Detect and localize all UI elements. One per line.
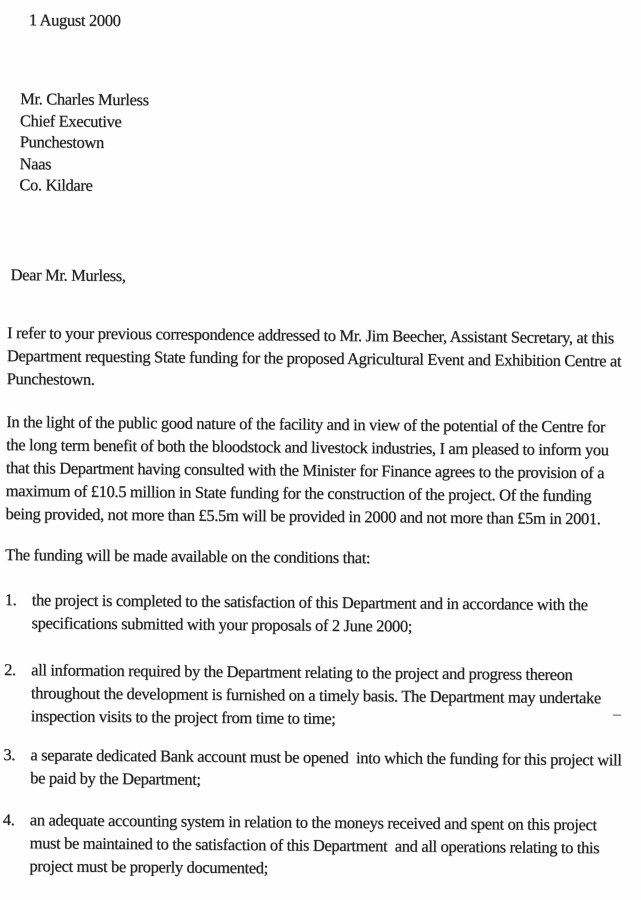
recipient-name: Mr. Charles Murless: [20, 89, 149, 110]
condition-number: 2.: [4, 659, 16, 679]
condition-item-1: [4, 588, 623, 639]
recipient-address-line-1: Punchestown: [19, 132, 105, 152]
conditions-intro: The funding will be made available on the conditions that:: [5, 544, 371, 567]
condition-number: 4.: [2, 809, 15, 829]
condition-text: a separate dedicated Bank account must be opened into which the funding for this project will be paid by the Department;: [30, 744, 626, 789]
recipient-title: Chief Executive: [19, 110, 122, 131]
paragraph-funding-approval: In the light of the public good nature of the facility and in view of the potential of the Centre for the long term benefit of both the bloodstock and livestock industries, I am pleased to inform you that this Department having consulted with the Minister for Finance agrees to the provision of a maximum of £10.5 million in State funding for the construction of the project. Of the funding being provided, not more than £5.5m will be provided in 2000 and not more than £5m in 2001.: [5, 411, 609, 528]
condition-item-2: [4, 658, 624, 732]
condition-number: 3.: [3, 744, 16, 764]
condition-item-4: [2, 808, 622, 882]
stray-scan-dash-mark: –: [613, 706, 621, 723]
condition-text: the project is completed to the satisfaction of this Department and in accordance with the specifications submitted with your proposals of 2 June 2000;: [31, 589, 592, 636]
recipient-address-line-2: Naas: [19, 153, 52, 173]
condition-item-3: [3, 743, 626, 794]
recipient-address-block: [19, 88, 628, 201]
salutation: Dear Mr. Murless,: [10, 264, 126, 285]
condition-text: all information required by the Department relating to the project and progress thereon throughout the development is furnished on a timely basis. The Department may undertake inspection visits to the project from time to time;: [30, 659, 605, 728]
paragraph-reference: I refer to your previous correspondence addressed to Mr. Jim Beecher, Assistant Secretary, at this Department requesting State funding for the proposed Agricultural Event and Exhibition Centre at Punchestown.: [6, 322, 622, 389]
condition-text: an adequate accounting system in relation to the moneys received and spent on this project must be maintained to the satisfaction of this Department and all operations relating to this project must be properly documented;: [29, 809, 605, 877]
condition-number: 1.: [4, 589, 17, 609]
letter-date: 1 August 2000: [28, 10, 121, 31]
recipient-address-line-3: Co. Kildare: [19, 175, 93, 195]
